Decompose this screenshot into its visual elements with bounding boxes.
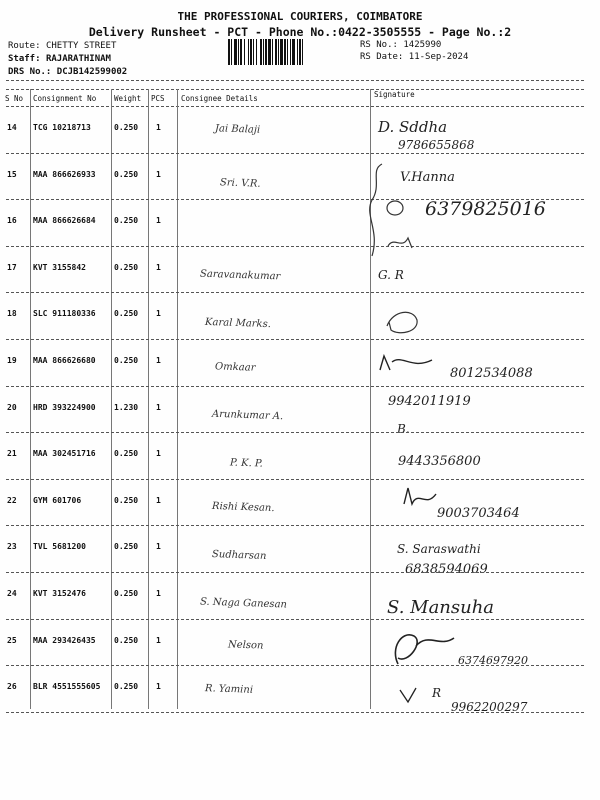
row-signature-text: D. Sddha: [378, 118, 448, 136]
row-consignment-no: SLC 911180336: [33, 309, 96, 319]
row-sno: 19: [7, 356, 17, 365]
row-consignee: S. Naga Ganesan: [199, 596, 288, 611]
barcode-bar: [303, 39, 305, 65]
row-weight: 0.250: [114, 449, 139, 459]
row-divider: [6, 525, 584, 526]
row-signature-text: S. Saraswathi: [397, 542, 481, 556]
row-sno: 24: [7, 589, 17, 598]
column-line: [148, 89, 149, 709]
row-consignee: R. Yamini: [204, 683, 254, 696]
row-consignee: Saravanakumar: [199, 268, 281, 283]
company-title: THE PROFESSIONAL COURIERS, COIMBATORE: [177, 10, 423, 23]
signature-scribble-icon: [376, 352, 436, 376]
row-consignee: Karal Marks.: [204, 316, 272, 331]
row-consignment-no: MAA 866626680: [33, 356, 96, 365]
signature-scribble-icon: [388, 628, 458, 672]
row-divider: [6, 386, 584, 387]
column-header-divider: [6, 106, 584, 107]
row-weight: 0.250: [114, 123, 139, 132]
row-pcs: 1: [156, 635, 161, 645]
row-sno: 16: [7, 216, 17, 226]
row-pcs: 1: [156, 309, 161, 319]
row-consignment-no: KVT 3152476: [33, 589, 86, 598]
rs-no-label: RS No.:: [360, 40, 398, 50]
staff-value: RAJARATHINAM: [45, 54, 111, 64]
row-pcs: 1: [156, 495, 161, 505]
row-divider: [6, 665, 584, 666]
row-consignee: Rishi Kesan.: [211, 500, 275, 515]
row-pcs: 1: [156, 123, 161, 132]
drs-label: DRS No.:: [8, 67, 52, 77]
row-signature-phone: 8012534088: [450, 366, 533, 381]
row-pcs: 1: [156, 169, 161, 179]
row-signature-text: V.Hanna: [400, 170, 455, 185]
row-divider: [6, 619, 584, 620]
row-signature-text: 6379825016: [425, 198, 546, 220]
row-signature-phone: 9786655868: [398, 138, 475, 152]
row-signature-text: S. Mansuha: [387, 597, 495, 618]
row-consignment-no: TCG 10218713: [33, 123, 91, 132]
row-consignment-no: GYM 601706: [33, 495, 82, 505]
row-pcs: 1: [156, 589, 161, 598]
row-divider: [6, 432, 584, 433]
rs-no-line: [360, 40, 441, 50]
signature-scribble-icon: [385, 198, 409, 218]
rs-date-value: 11-Sep-2024: [408, 52, 469, 62]
signature-scribble-icon: [400, 484, 440, 512]
row-consignee: Sri. V.R.: [219, 177, 261, 190]
row-pcs: 1: [156, 402, 161, 412]
row-signature-phone: 6838594069: [405, 562, 488, 577]
signature-scribble-icon: [398, 686, 422, 706]
row-signature-phone: 6374697920: [458, 654, 528, 667]
row-sno: 25: [7, 635, 17, 645]
row-signature-text: 9443356800: [398, 454, 481, 469]
col-header-weight: Weight: [114, 94, 142, 103]
row-weight: 0.250: [114, 169, 139, 179]
col-header-pcs: PCS: [151, 94, 165, 103]
col-header-sno: S No: [5, 94, 24, 103]
row-sno: 14: [7, 123, 17, 132]
row-pcs: 1: [156, 449, 161, 459]
row-weight: 0.250: [114, 495, 139, 505]
row-weight: 0.250: [114, 589, 139, 598]
row-consignment-no: MAA 302451716: [33, 449, 96, 459]
drs-value: DCJB142599002: [56, 67, 128, 77]
header-divider: [6, 89, 584, 90]
signature-scribble-icon: [383, 306, 423, 338]
row-weight: 0.250: [114, 682, 139, 692]
runsheet-subtitle: Delivery Runsheet - PCT - Phone No.:0422-3505555 - Page No.:2: [88, 25, 512, 39]
row-signature-phone: B.: [397, 422, 410, 436]
drs-line: [8, 67, 127, 77]
column-line: [111, 89, 112, 709]
row-weight: 0.250: [114, 635, 139, 645]
column-line: [30, 89, 31, 709]
row-signature-phone: 9962200297: [451, 700, 528, 714]
col-header-consignment: Consignment No: [33, 94, 97, 103]
row-consignee: Nelson: [227, 639, 264, 652]
row-divider: [6, 339, 584, 340]
col-header-signature: Signature: [374, 90, 415, 99]
row-consignee: Arunkumar A.: [211, 408, 284, 423]
row-consignment-no: MAA 866626933: [33, 169, 96, 179]
row-weight: 0.250: [114, 356, 139, 365]
rs-date-label: RS Date:: [360, 52, 404, 62]
row-sno: 23: [7, 542, 17, 552]
row-sno: 18: [7, 309, 17, 319]
row-weight: 0.250: [114, 216, 139, 226]
row-sno: 26: [7, 682, 17, 692]
row-consignment-no: TVL 5681200: [33, 542, 86, 552]
signature-scribble-icon: [386, 234, 416, 252]
row-consignee: Omkaar: [214, 361, 256, 374]
route-value: CHETTY STREET: [45, 41, 117, 51]
route-label: Route:: [8, 41, 41, 51]
row-divider: [6, 153, 584, 154]
row-sno: 20: [7, 402, 17, 412]
row-weight: 0.250: [114, 262, 139, 272]
row-weight: 0.250: [114, 542, 139, 552]
row-sno: 21: [7, 449, 17, 459]
row-consignee: Jai Balaji: [214, 123, 261, 136]
header-divider: [6, 80, 584, 81]
row-consignment-no: KVT 3155842: [33, 262, 86, 272]
row-divider: [6, 712, 584, 713]
row-sno: 22: [7, 495, 17, 505]
rs-date-line: [360, 52, 468, 62]
row-signature-text: G. R: [378, 268, 404, 282]
column-line: [177, 89, 178, 709]
row-sno: 15: [7, 169, 17, 179]
row-weight: 1.230: [114, 402, 139, 412]
row-signature-phone: 9003703464: [437, 506, 520, 521]
row-consignee: P. K. P.: [229, 457, 263, 470]
col-header-details: Consignee Details: [181, 94, 258, 103]
row-consignee: Sudharsan: [211, 549, 267, 562]
row-consignment-no: BLR 4551555605: [33, 682, 101, 692]
row-signature-text: R: [432, 686, 442, 700]
row-divider: [6, 572, 584, 573]
row-pcs: 1: [156, 216, 161, 226]
rs-no-value: 1425990: [403, 40, 442, 50]
route-line: [8, 41, 116, 51]
row-divider: [6, 292, 584, 293]
row-signature-text: 9942011919: [388, 394, 471, 409]
row-divider: [6, 479, 584, 480]
row-pcs: 1: [156, 262, 161, 272]
barcode: [228, 39, 356, 65]
row-consignment-no: HRD 393224900: [33, 402, 96, 412]
row-pcs: 1: [156, 682, 161, 692]
row-pcs: 1: [156, 356, 161, 365]
row-sno: 17: [7, 262, 17, 272]
row-pcs: 1: [156, 542, 161, 552]
row-consignment-no: MAA 293426435: [33, 635, 96, 645]
staff-label: Staff:: [8, 54, 41, 64]
row-divider: [6, 246, 584, 247]
row-consignment-no: MAA 866626684: [33, 216, 96, 226]
row-weight: 0.250: [114, 309, 139, 319]
staff-line: [8, 54, 111, 64]
